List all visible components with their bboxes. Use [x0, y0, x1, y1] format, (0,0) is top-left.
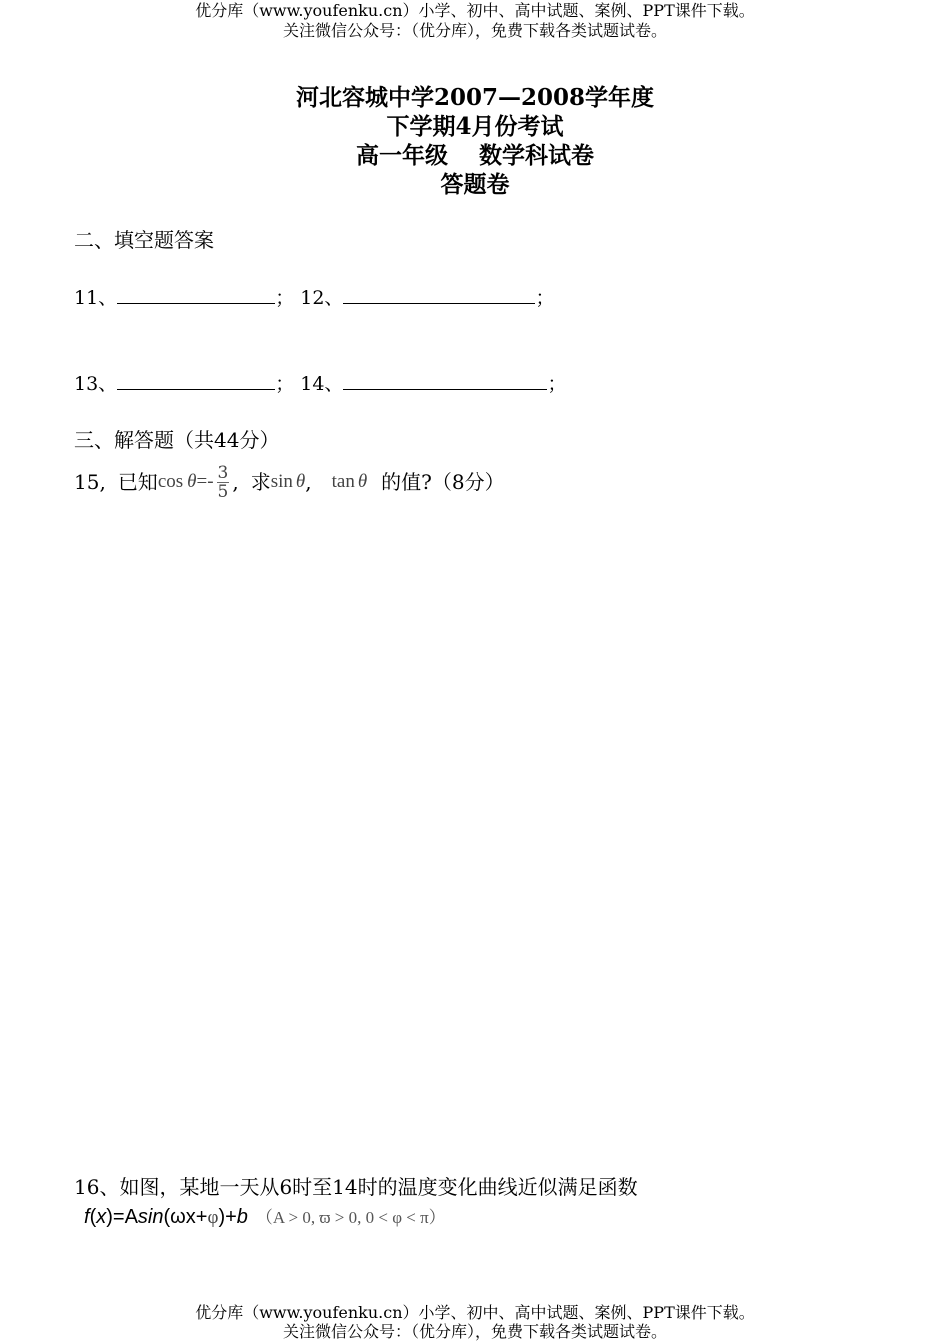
q15-theta-1: θ: [187, 471, 197, 492]
q15-fraction: [217, 464, 230, 501]
fill-row-1: [74, 285, 554, 311]
q15-ask: 求: [250, 470, 271, 494]
q16-close: )+: [218, 1206, 237, 1228]
q15-comma-1: ,: [232, 470, 239, 494]
title-school: 河北容城中学2007—2008学年度: [295, 84, 655, 111]
q16-eq: )=A: [106, 1206, 138, 1228]
answer-blank-14[interactable]: [343, 371, 547, 390]
q15-frac-denominator: 5: [217, 481, 229, 502]
item-13-label: 13、: [74, 373, 118, 395]
title-term: 下学期4月份考试: [386, 113, 564, 140]
footer-line-1: 优分库（www.youfenku.cn）小学、初中、高中试题、案例、PPT课件下载。: [195, 1303, 755, 1322]
header-line-2: 关注微信公众号：（优分库），免费下载各类试题试卷。: [282, 21, 667, 40]
q15-equals: =-: [196, 471, 214, 492]
item-12-label: 12、: [300, 287, 344, 309]
q16-condition: （A > 0, ϖ > 0, 0 < φ < π）: [255, 1208, 446, 1227]
question-15: [74, 462, 505, 502]
q15-frac-numerator: 3: [217, 462, 229, 483]
item-11-label: 11、: [74, 287, 118, 309]
item-11-sep: ；: [275, 287, 295, 309]
answer-blank-11[interactable]: [117, 285, 275, 304]
q15-theta-3: θ: [357, 471, 368, 492]
answer-blank-13[interactable]: [117, 371, 275, 390]
q16-omega: (ωx+: [163, 1206, 208, 1228]
q16-phi: φ: [207, 1207, 219, 1228]
q15-comma-2: ,: [305, 470, 312, 494]
question-16: 16、如图，某地一天从6时至14时的温度变化曲线近似满足函数: [74, 1175, 638, 1199]
q16-x: x: [96, 1206, 107, 1228]
header-line-1: 优分库（www.youfenku.cn）小学、初中、高中试题、案例、PPT课件下载。: [195, 1, 755, 20]
footer-line-2: 关注微信公众号：（优分库），免费下载各类试题试卷。: [282, 1322, 667, 1341]
q15-sin: sin: [270, 471, 293, 492]
section-fill-in-heading: 二、填空题答案: [74, 228, 214, 252]
q16-sin: sin: [137, 1206, 164, 1228]
q15-tan: tan: [331, 471, 355, 492]
item-14-label: 14、: [300, 373, 344, 395]
title-answer-sheet: 答题卷: [440, 171, 510, 198]
q16-f: f: [84, 1206, 90, 1228]
title-grade-subject: 高一年级 数学科试卷: [355, 142, 594, 169]
q15-cos: cos: [157, 471, 184, 492]
item-12-sep: ；: [535, 287, 555, 309]
q15-tail: 的值?（8分）: [381, 470, 505, 494]
item-14-sep: ；: [547, 373, 567, 395]
q15-theta-2: θ: [295, 471, 306, 492]
q16-b: b: [236, 1206, 248, 1228]
section-solve-heading: 三、解答题（共44分）: [74, 428, 280, 452]
q15-number: 15,: [74, 470, 106, 494]
answer-blank-12[interactable]: [343, 285, 535, 304]
item-13-sep: ；: [275, 373, 295, 395]
q16-formula: f(x)=Asin(ωx+φ)+b （A > 0, ϖ > 0, 0 < φ < π）: [84, 1206, 446, 1228]
fill-row-2: [74, 371, 566, 397]
q15-known: 已知: [117, 470, 158, 494]
